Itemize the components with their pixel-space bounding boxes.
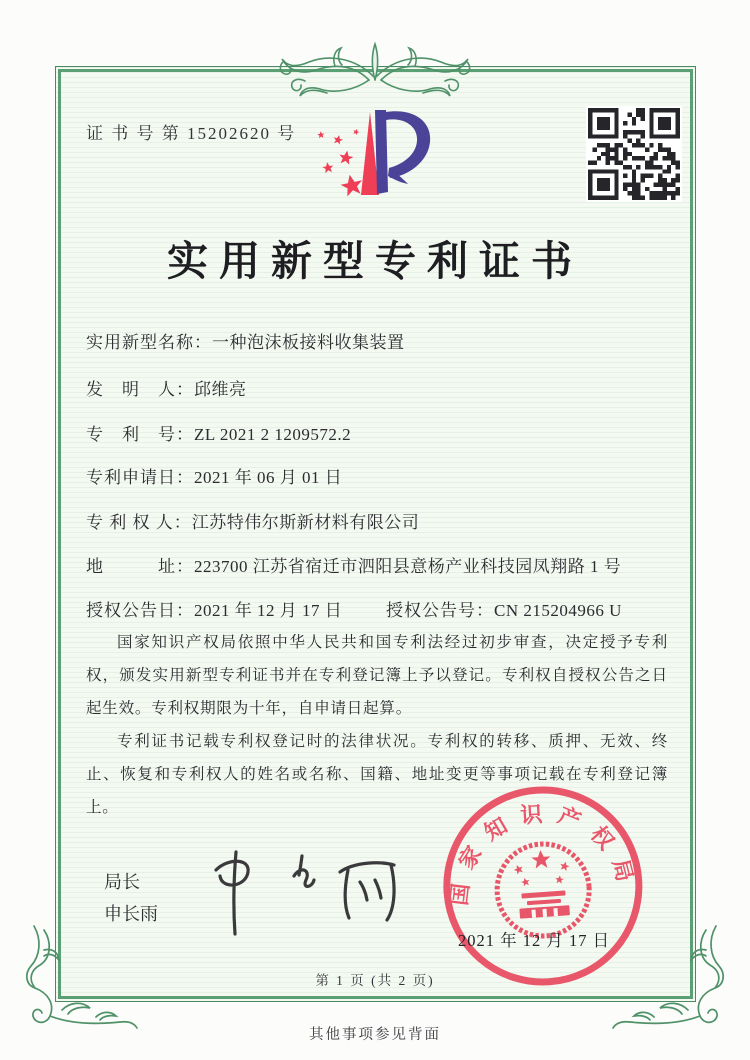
seal-date: 2021 年 12 月 17 日 [458,931,611,950]
field-label: 专 利 号： [86,425,194,444]
field-utility-model-name [86,328,405,353]
commissioner-name: 申长雨 [104,904,158,924]
field-value: 一种泡沫板接料收集装置 [212,333,405,352]
certificate-number: 证 书 号 第 15202620 号 [86,124,297,143]
field-label: 专 利 权 人： [86,513,192,532]
field-label: 实用新型名称： [86,333,212,352]
field-patent-number [86,420,351,445]
field-label: 授权公告号： [386,601,494,620]
field-value: 2021 年 12 月 17 日 [194,601,343,620]
field-address [86,552,621,577]
field-value: CN 215204966 U [494,601,622,620]
field-value: 江苏特伟尔斯新材料有限公司 [191,513,420,532]
legal-paragraph-2: 专利证书记载专利权登记时的法律状况。专利权的转移、质押、无效、终止、恢复和专利权人的姓名或名称、国籍、地址变更等事项记载在专利登记簿上。 [86,733,668,816]
seal-text: 国家知识产权局 [446,800,641,907]
field-application-date [86,463,342,488]
field-label: 地 址： [86,557,194,576]
field-value: 2021 年 06 月 01 日 [194,468,343,487]
field-grant-number [386,596,622,621]
handwritten-signature-icon [198,834,413,944]
field-value: 邱维亮 [194,380,247,399]
field-grant-date [86,596,622,621]
field-label: 专利申请日： [86,468,194,487]
field-label: 发 明 人： [86,380,194,399]
certificate-title: 实用新型专利证书 [167,238,583,284]
field-inventor [86,375,247,400]
qr-code-icon [586,106,682,202]
commissioner-title: 局长 [104,872,140,892]
field-label: 授权公告日： [86,601,194,620]
national-emblem-icon [494,841,592,939]
page-number: 第 1 页 (共 2 页) [315,973,435,988]
back-side-note: 其他事项参见背面 [309,1027,441,1043]
field-patentee [86,508,419,533]
legal-paragraph-1: 国家知识产权局依照中华人民共和国专利法经过初步审查，决定授予专利权，颁发实用新型专利证书并在专利登记簿上予以登记。专利权自授权公告之日起生效。专利权期限为十年，自申请日起算。 [86,634,668,717]
field-value: ZL 2021 2 1209572.2 [194,425,352,444]
field-value: 223700 江苏省宿迁市泗阳县意杨产业科技园凤翔路 1 号 [194,557,622,576]
cnipa-official-seal-icon [429,779,657,997]
cnipa-logo-icon [300,100,450,218]
